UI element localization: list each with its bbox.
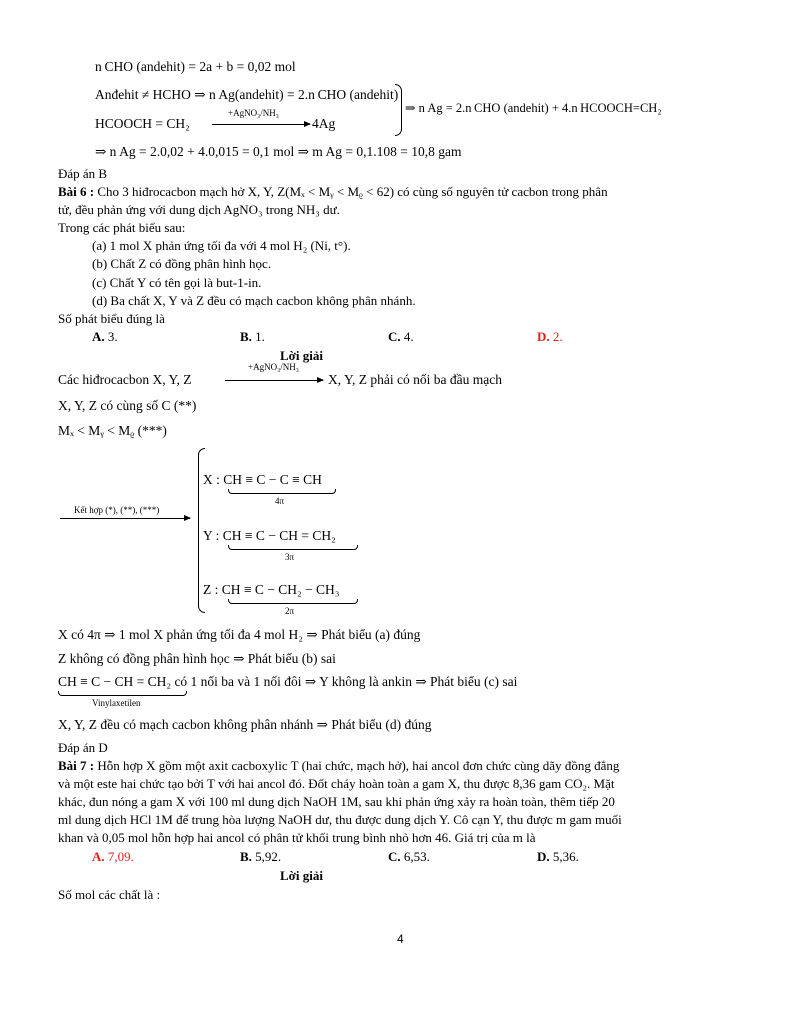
combine-label: Kết hợp (*), (**), (***)	[74, 505, 160, 515]
underbrace-z	[228, 599, 358, 604]
bai7-option-b	[240, 848, 281, 865]
bai6-statement-d: (d) Ba chất X, Y và Z đều có mạch cacbon không phân nhánh.	[92, 293, 416, 308]
option-key: D.	[537, 329, 550, 344]
bai7-stem-line1	[58, 757, 619, 774]
bai6-sol-line1-right: X, Y, Z phải có nối ba đầu mạch	[328, 372, 502, 387]
option-text: 5,36.	[549, 849, 579, 864]
conclusion-a: X có 4π ⇒ 1 mol X phản ứng tối đa 4 mol H₂ ⇒ Phát biểu (a) đúng	[58, 627, 421, 642]
bai6-sol-line2: X, Y, Z có cùng số C (**)	[58, 398, 197, 413]
combine-arrow	[60, 518, 190, 519]
bai6-option-a	[92, 328, 118, 345]
bai6-statement-a: (a) 1 mol X phản ứng tối đa với 4 mol H₂ (Ni, t°).	[92, 238, 351, 253]
bai7-option-d	[537, 848, 579, 865]
underbrace-y	[228, 545, 358, 550]
option-text: 2.	[549, 329, 563, 344]
reaction-arrow	[225, 380, 323, 381]
bai7-stem-text1: Hỗn hợp X gồm một axit cacboxylic T (hai chức, mạch hở), hai ancol đơn chức cùng dãy đồng đẳng	[94, 758, 620, 773]
option-key: D.	[537, 849, 550, 864]
pi-count-z: 2π	[285, 606, 295, 616]
bai6-sol-line1-left: Các hiđrocacbon X, Y, Z	[58, 372, 192, 387]
underbrace-vinylaxetilen	[58, 691, 187, 696]
conclusion-c-rest: có 1 nối ba và 1 nối đôi ⇒ Y không là ankin ⇒ Phát biểu (c) sai	[171, 674, 518, 689]
bai7-solution-title: Lời giải	[280, 868, 323, 883]
bai6-sol-line3: Mₓ < Mᵧ < Mᵨ (***)	[58, 423, 167, 438]
vinylaxetilen-label: Vinylaxetilen	[92, 698, 141, 708]
eq-arrow-label: +AgNO₃/NH₃	[228, 108, 279, 118]
option-text: 7,09.	[104, 849, 134, 864]
option-key: B.	[240, 849, 252, 864]
option-text: 6,53.	[400, 849, 430, 864]
eq-andehit-ag: Anđehit ≠ HCHO ⇒ n Ag(andehit) = 2.n CHO (andehit)	[95, 87, 399, 102]
reaction-arrow	[212, 124, 310, 125]
option-key: A.	[92, 329, 105, 344]
bai6-question: Số phát biểu đúng là	[58, 311, 165, 326]
option-text: 1.	[251, 329, 265, 344]
bai6-statement-c: (c) Chất Y có tên gọi là but-1-in.	[92, 275, 262, 290]
right-brace	[395, 84, 402, 136]
option-key: A.	[92, 849, 105, 864]
bai7-option-a-correct	[92, 848, 134, 865]
bai6-stem-line1	[58, 183, 608, 200]
bai7-sol-line1: Số mol các chất là :	[58, 887, 161, 902]
bai6-stem-line3: Trong các phát biểu sau:	[58, 220, 186, 235]
option-text: 5,92.	[251, 849, 282, 864]
bai7-stem-line5: khan và 0,05 mol hỗn hợp hai ancol có phân tử khối trung bình nhỏ hơn 46. Giá trị của m là	[58, 830, 536, 845]
bai6-sol-arrow-label: +AgNO₃/NH₃	[248, 362, 299, 372]
option-key: B.	[240, 329, 252, 344]
struct-z: Z : CH ≡ C − CH₂ − CH₃	[203, 582, 340, 597]
answer-previous: Đáp án B	[58, 166, 108, 181]
option-text: 4.	[400, 329, 414, 344]
eq-brace-result: ⇒ n Ag = 2.n CHO (andehit) + 4.n HCOOCH=CH₂	[405, 101, 662, 115]
bai6-title: Bài 6 :	[58, 184, 95, 199]
bai6-stem-text1: Cho 3 hiđrocacbon mạch hở X, Y, Z(Mₓ < Mᵧ < Mᵨ < 62) có cùng số nguyên tử cacbon trong phân	[94, 184, 608, 199]
conclusion-d: X, Y, Z đều có mạch cacbon không phân nhánh ⇒ Phát biểu (d) đúng	[58, 717, 432, 732]
bai6-answer: Đáp án D	[58, 740, 108, 755]
struct-y: Y : CH ≡ C − CH = CH₂	[203, 528, 336, 543]
option-key: C.	[388, 849, 401, 864]
underbrace-x	[228, 489, 336, 494]
bai6-solution-title: Lời giải	[280, 348, 323, 363]
bai7-option-c	[388, 848, 430, 865]
eq-ag-mass: ⇒ n Ag = 2.0,02 + 4.0,015 = 0,1 mol ⇒ m Ag = 0,1.108 = 10,8 gam	[95, 144, 462, 159]
vinylaxetilen-formula: CH ≡ C − CH = CH₂	[58, 674, 172, 689]
bai7-stem-line2: và một este hai chức tạo bởi T với hai ancol đó. Đốt cháy hoàn toàn a gam X, thu được 8,36 gam CO₂. Mặt	[58, 776, 615, 791]
conclusion-b: Z không có đồng phân hình học ⇒ Phát biểu (b) sai	[58, 651, 336, 666]
eq-hcooch-formula: HCOOCH = CH₂	[95, 116, 190, 131]
conclusion-c	[58, 673, 517, 690]
eq-cho-moles: n CHO (andehit) = 2a + b = 0,02 mol	[95, 59, 296, 74]
bai7-stem-line4: ml dung dịch HCl 1M để trung hòa lượng NaOH dư, thu được dung dịch Y. Cô cạn Y, thu được m gam muối	[58, 812, 622, 827]
bai7-stem-line3: khác, đun nóng a gam X với 100 ml dung dịch NaOH 1M, sau khi phản ứng xảy ra hoàn toàn, thêm tiếp 20	[58, 794, 615, 809]
bai6-option-d-correct	[537, 328, 563, 345]
bai7-title: Bài 7 :	[58, 758, 95, 773]
struct-x: X : CH ≡ C − C ≡ CH	[203, 472, 322, 487]
bai6-stem-line2: tử, đều phản ứng với dung dịch AgNO₃ trong NH₃ dư.	[58, 202, 340, 217]
eq-4ag: 4Ag	[312, 116, 336, 131]
option-text: 3.	[104, 329, 118, 344]
option-key: C.	[388, 329, 401, 344]
bai6-option-b	[240, 328, 265, 345]
bai6-statement-b: (b) Chất Z có đồng phân hình học.	[92, 256, 272, 271]
page-number: 4	[397, 932, 404, 946]
bai6-option-c	[388, 328, 414, 345]
pi-count-y: 3π	[285, 552, 295, 562]
pi-count-x: 4π	[275, 496, 285, 506]
